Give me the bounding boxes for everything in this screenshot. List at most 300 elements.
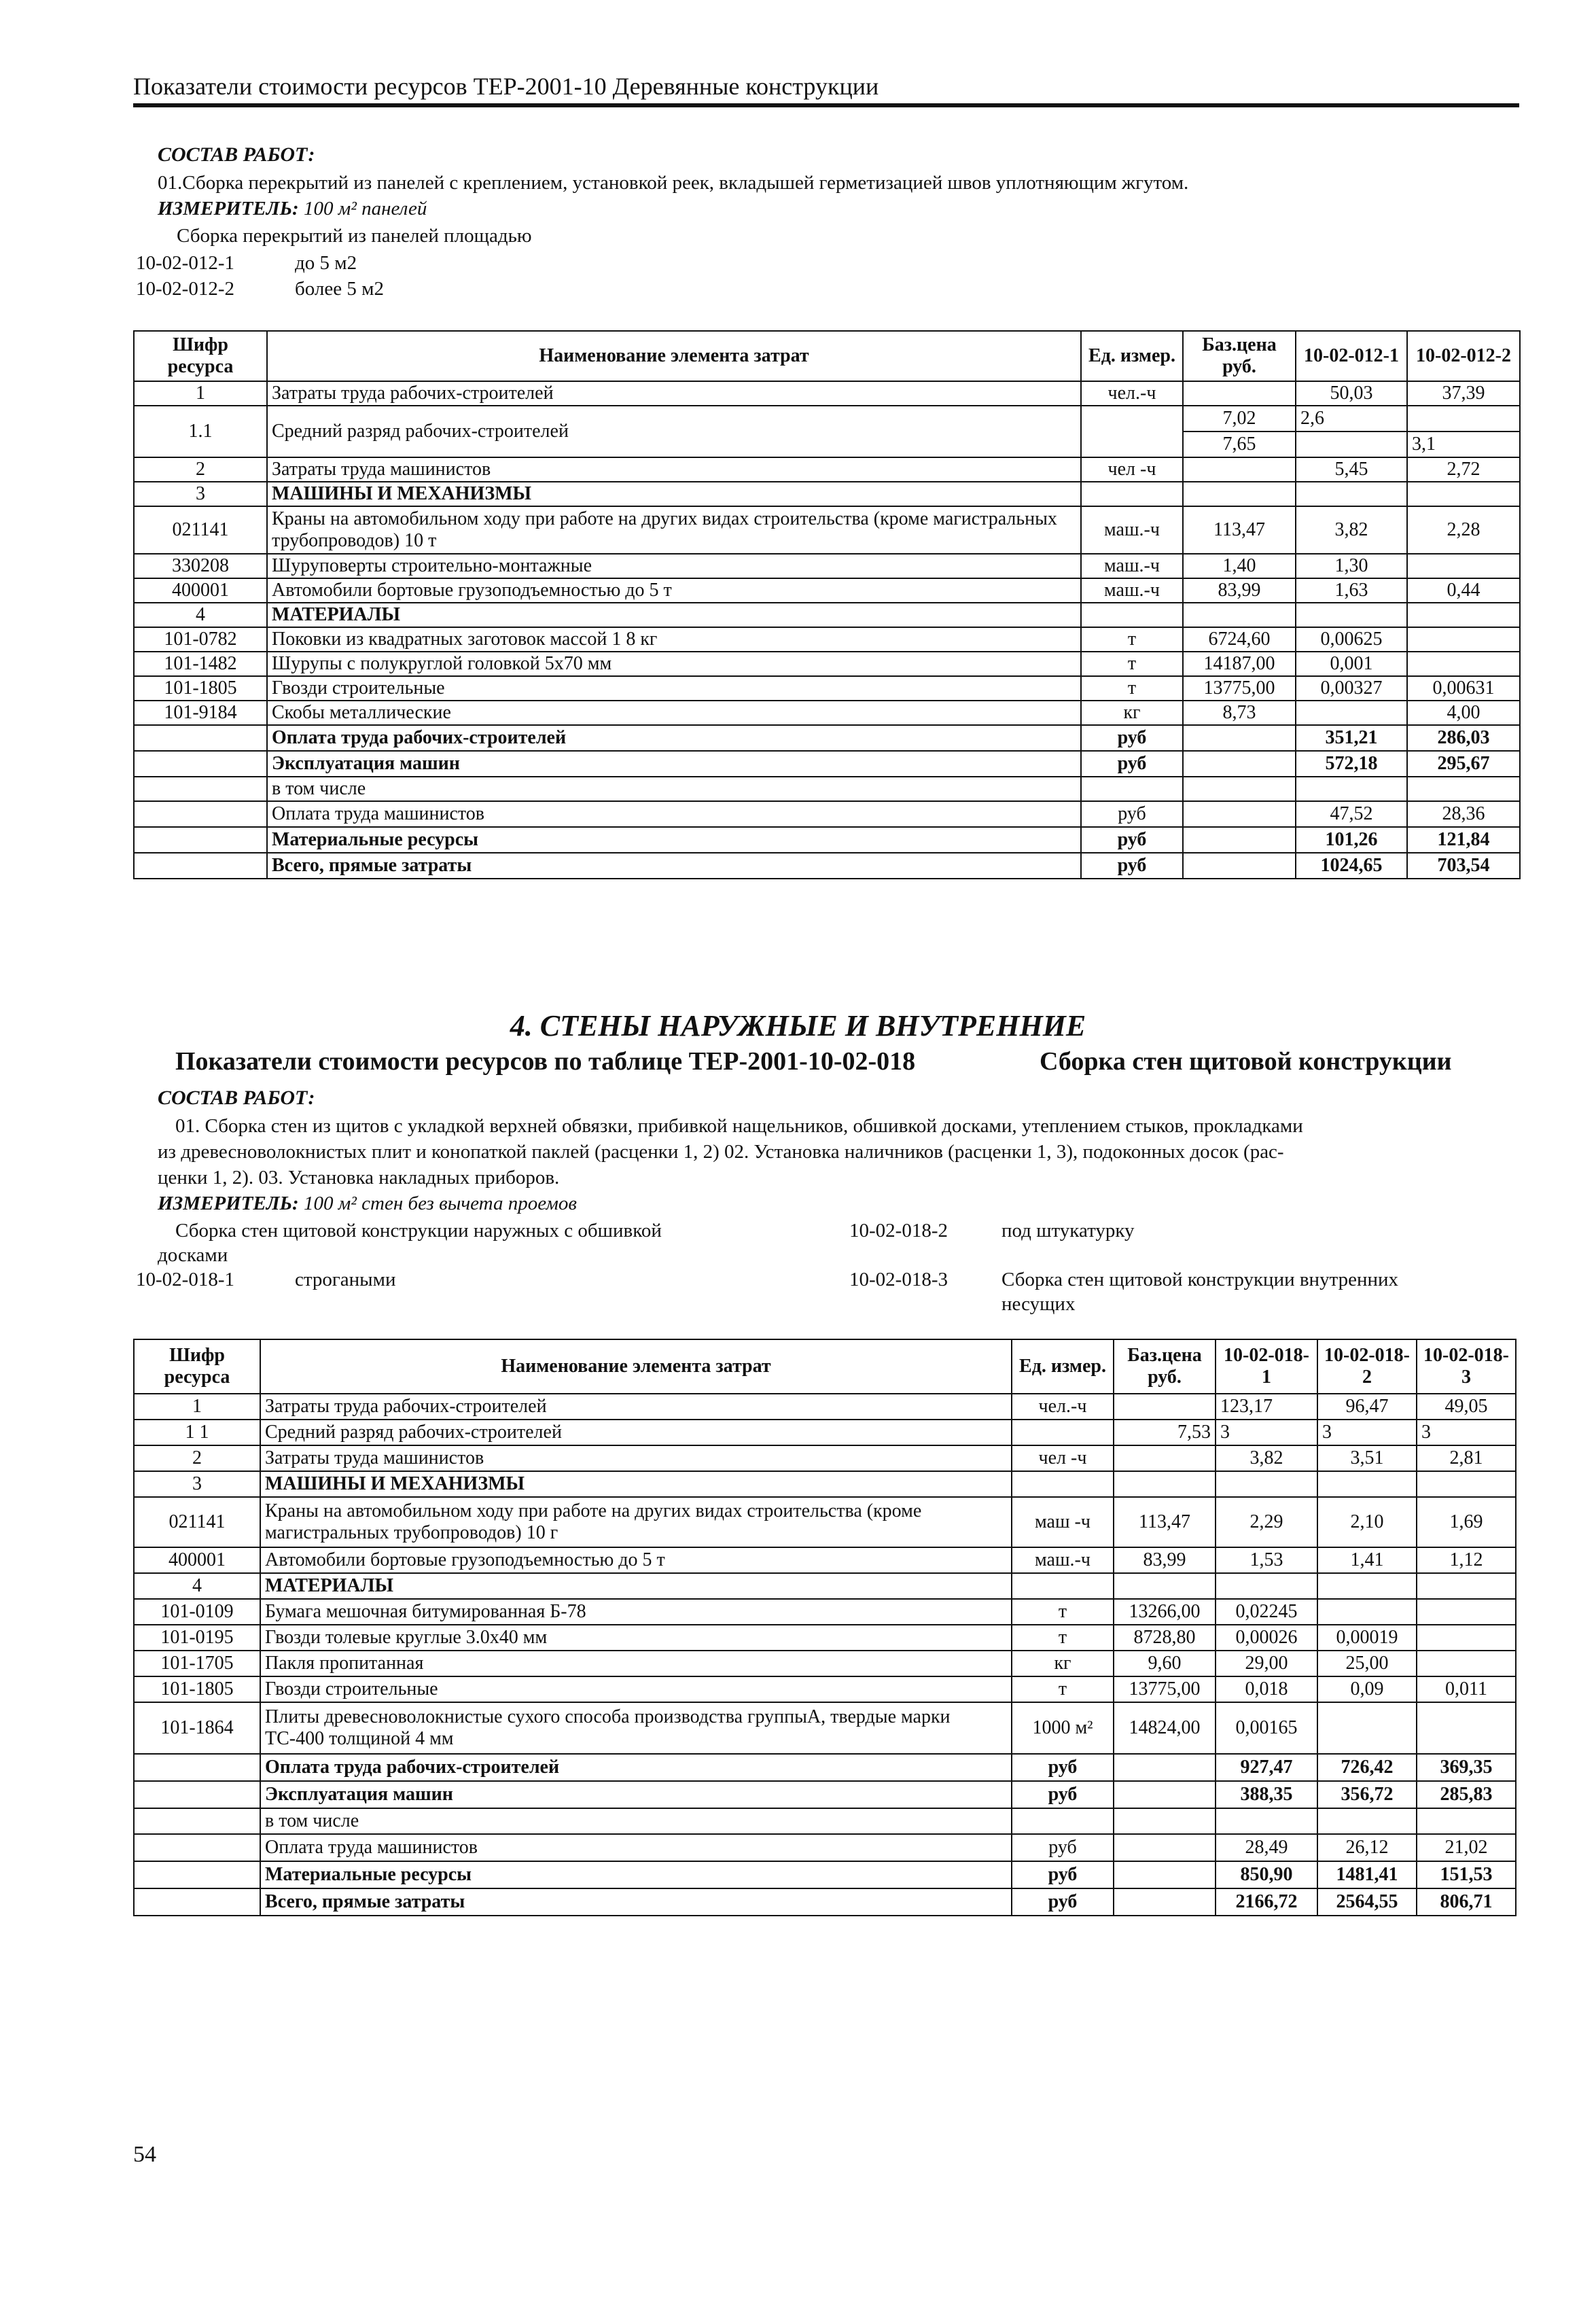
row-price: 13775,00: [1114, 1676, 1216, 1702]
row-name: МАТЕРИАЛЫ: [260, 1573, 1012, 1599]
row-col1: 47,52: [1296, 801, 1407, 827]
row-col3: 1,69: [1417, 1497, 1516, 1547]
code-018-3-text-1: Сборка стен щитовой конструкции внутренних: [1001, 1269, 1399, 1290]
resource-table-1: [133, 330, 1521, 879]
row-price: 13266,00: [1114, 1599, 1216, 1625]
row-price: [1183, 853, 1296, 879]
row-col2: 1481,41: [1317, 1861, 1417, 1888]
row-col1: [1216, 1808, 1317, 1834]
row-code: 330208: [134, 554, 267, 578]
row-unit: [1081, 482, 1183, 506]
row-col2: [1317, 1808, 1417, 1834]
row-unit: руб: [1081, 725, 1183, 751]
table-row: [134, 701, 1520, 725]
header-col3: 10-02-018-3: [1417, 1339, 1516, 1394]
row-col2: 0,09: [1317, 1676, 1417, 1702]
row-price: [1183, 381, 1296, 406]
works-line-2: из древесноволокнистых плит и конопаткой паклей (расценки 1, 2) 02. Установка наличников (расценки 1, 3), подоконных досок (рас-: [158, 1141, 1284, 1163]
row-code: [134, 1754, 260, 1781]
works-line-3: ценки 1, 2). 03. Установка накладных приборов.: [158, 1167, 560, 1189]
row-price: [1183, 457, 1296, 482]
row-name: Средний разряд рабочих-строителей: [267, 406, 1081, 457]
row-col2: 4,00: [1407, 701, 1520, 725]
row-name: Затраты труда машинистов: [260, 1445, 1012, 1471]
row-unit: маш.-ч: [1081, 578, 1183, 603]
row-unit: чел -ч: [1012, 1445, 1114, 1471]
works-label-2: СОСТАВ РАБОТ:: [158, 1087, 315, 1109]
row-col2: 3,1: [1407, 432, 1520, 457]
row-col1: [1296, 701, 1407, 725]
row-code: 1: [134, 1394, 260, 1420]
row-col2: 3,51: [1317, 1445, 1417, 1471]
header-name: Наименование элемента затрат: [267, 331, 1081, 381]
row-unit: руб: [1012, 1754, 1114, 1781]
row-col1: 123,17: [1216, 1394, 1317, 1420]
row-unit: [1012, 1573, 1114, 1599]
row-name: Плиты древесноволокнистые сухого способа производства группыА, твердые марки ТС-400 толщиной 4 мм: [260, 1702, 1012, 1754]
row-unit: т: [1081, 627, 1183, 652]
row-code: 400001: [134, 1547, 260, 1573]
row-name: Затраты труда машинистов: [267, 457, 1081, 482]
table-row: [134, 381, 1520, 406]
row-col2: 703,54: [1407, 853, 1520, 879]
row-col1: 5,45: [1296, 457, 1407, 482]
row-col1: 850,90: [1216, 1861, 1317, 1888]
row-price: [1183, 777, 1296, 801]
row-col2: 0,00019: [1317, 1625, 1417, 1651]
row-price: 1,40: [1183, 554, 1296, 578]
section-subtitle-left: Показатели стоимости ресурсов по таблице ТЕР-2001-10-02-018: [175, 1047, 916, 1076]
row-col1: 28,49: [1216, 1834, 1317, 1861]
table-row: [134, 1651, 1516, 1676]
row-unit: руб: [1012, 1834, 1114, 1861]
header-unit: Ед. измер.: [1012, 1339, 1114, 1394]
row-price: [1114, 1808, 1216, 1834]
table-row: [134, 1702, 1516, 1754]
section-subtitle-right: Сборка стен щитовой конструкции: [1040, 1047, 1452, 1076]
row-unit: [1012, 1808, 1114, 1834]
row-col2: 28,36: [1407, 801, 1520, 827]
table-row: [134, 406, 1520, 432]
row-price: 8728,80: [1114, 1625, 1216, 1651]
row-col2: 2,10: [1317, 1497, 1417, 1547]
row-code: [134, 1808, 260, 1834]
row-price: 7,02: [1183, 406, 1296, 432]
code-1: 10-02-012-1: [136, 252, 234, 274]
row-col1: 3: [1216, 1420, 1317, 1445]
table-header-row: [134, 331, 1520, 381]
row-code: 2: [134, 457, 267, 482]
row-col3: [1417, 1471, 1516, 1497]
row-unit: руб: [1012, 1781, 1114, 1808]
meter-line: [158, 197, 427, 221]
section1-desc: Сборка перекрытий из панелей площадью: [177, 225, 532, 247]
row-code: 1.1: [134, 406, 267, 457]
row-code: 3: [134, 1471, 260, 1497]
row-unit: руб: [1081, 751, 1183, 777]
row-col1: [1296, 603, 1407, 627]
table-header-row: [134, 1339, 1516, 1394]
row-price: 83,99: [1183, 578, 1296, 603]
table-row: [134, 827, 1520, 853]
code-018-2: 10-02-018-2: [849, 1220, 948, 1242]
table-row: [134, 777, 1520, 801]
row-price: 113,47: [1183, 506, 1296, 554]
row-col2: 0,44: [1407, 578, 1520, 603]
row-col3: 3: [1417, 1420, 1516, 1445]
header-col1: 10-02-012-1: [1296, 331, 1407, 381]
row-col1: 927,47: [1216, 1754, 1317, 1781]
table-row: [134, 578, 1520, 603]
row-price: [1183, 827, 1296, 853]
works-line-1: 01. Сборка стен из щитов с укладкой верхней обвязки, прибивкой нащельников, обшивкой досками, утеплением стыков, прокладками: [175, 1115, 1303, 1137]
row-unit: маш.-ч: [1081, 506, 1183, 554]
row-price: 14824,00: [1114, 1702, 1216, 1754]
row-price: 83,99: [1114, 1547, 1216, 1573]
row-unit: [1081, 777, 1183, 801]
row-col2: [1317, 1471, 1417, 1497]
row-col2: [1407, 627, 1520, 652]
row-col1: 1,53: [1216, 1547, 1317, 1573]
row-col1: [1216, 1573, 1317, 1599]
row-unit: т: [1012, 1625, 1114, 1651]
row-code: [134, 751, 267, 777]
row-col1: 0,00327: [1296, 676, 1407, 701]
row-col2: [1407, 603, 1520, 627]
header-col2: 10-02-012-2: [1407, 331, 1520, 381]
table-row: [134, 1676, 1516, 1702]
row-price: 13775,00: [1183, 676, 1296, 701]
row-unit: руб: [1081, 801, 1183, 827]
row-unit: т: [1081, 676, 1183, 701]
row-col2: 2,72: [1407, 457, 1520, 482]
row-unit: руб: [1081, 827, 1183, 853]
row-code: 101-1805: [134, 1676, 260, 1702]
row-price: 113,47: [1114, 1497, 1216, 1547]
row-price: [1114, 1888, 1216, 1916]
row-unit: руб: [1012, 1888, 1114, 1916]
row-price: 7,65: [1183, 432, 1296, 457]
row-col1: 2,29: [1216, 1497, 1317, 1547]
table-row: [134, 603, 1520, 627]
row-col2: [1317, 1599, 1417, 1625]
table-row: [134, 1573, 1516, 1599]
row-col2: 37,39: [1407, 381, 1520, 406]
row-col1: 0,02245: [1216, 1599, 1317, 1625]
row-code: 1: [134, 381, 267, 406]
meter-label: ИЗМЕРИТЕЛЬ:: [158, 198, 299, 219]
row-name: в том числе: [267, 777, 1081, 801]
row-unit: кг: [1012, 1651, 1114, 1676]
header-code: Шифр ресурса: [134, 1339, 260, 1394]
row-name: Всего, прямые затраты: [267, 853, 1081, 879]
row-unit: [1012, 1471, 1114, 1497]
row-col1: 572,18: [1296, 751, 1407, 777]
row-code: [134, 1834, 260, 1861]
table-row: [134, 1625, 1516, 1651]
row-code: [134, 1861, 260, 1888]
row-col1: [1296, 482, 1407, 506]
row-name: Автомобили бортовые грузоподъемностью до 5 т: [260, 1547, 1012, 1573]
row-code: 101-0109: [134, 1599, 260, 1625]
row-unit: маш.-ч: [1012, 1547, 1114, 1573]
row-col1: [1216, 1471, 1317, 1497]
works-label: СОСТАВ РАБОТ:: [158, 143, 315, 166]
row-price: [1114, 1471, 1216, 1497]
row-price: [1183, 603, 1296, 627]
row-col3: 806,71: [1417, 1888, 1516, 1916]
table-row: [134, 652, 1520, 676]
row-price: [1114, 1573, 1216, 1599]
table-row: [134, 1599, 1516, 1625]
row-unit: 1000 м²: [1012, 1702, 1114, 1754]
row-col1: 1,30: [1296, 554, 1407, 578]
row-code: 101-0782: [134, 627, 267, 652]
row-unit: чел.-ч: [1012, 1394, 1114, 1420]
row-col2: [1407, 482, 1520, 506]
section2-desc-2: досками: [158, 1244, 228, 1266]
meter-value: 100 м² панелей: [303, 198, 427, 219]
row-price: 14187,00: [1183, 652, 1296, 676]
row-col2: 26,12: [1317, 1834, 1417, 1861]
row-name: Гвозди строительные: [267, 676, 1081, 701]
row-col2: [1407, 652, 1520, 676]
section2-desc-1: Сборка стен щитовой конструкции наружных с обшивкой: [175, 1220, 662, 1242]
row-name: Оплата труда машинистов: [267, 801, 1081, 827]
row-col1: 1024,65: [1296, 853, 1407, 879]
row-price: [1183, 751, 1296, 777]
row-col1: 2,6: [1296, 406, 1407, 432]
row-name: Эксплуатация машин: [260, 1781, 1012, 1808]
row-col3: 2,81: [1417, 1445, 1516, 1471]
row-code: 021141: [134, 506, 267, 554]
row-code: [134, 853, 267, 879]
row-col1: 101,26: [1296, 827, 1407, 853]
row-col3: [1417, 1599, 1516, 1625]
row-price: [1114, 1834, 1216, 1861]
row-col1: [1296, 432, 1407, 457]
table-row: [134, 506, 1520, 554]
row-col2: 356,72: [1317, 1781, 1417, 1808]
row-name: МАТЕРИАЛЫ: [267, 603, 1081, 627]
row-col2: [1317, 1573, 1417, 1599]
row-name: Поковки из квадратных заготовок массой 1 8 кг: [267, 627, 1081, 652]
row-name: Материальные ресурсы: [260, 1861, 1012, 1888]
table-row: [134, 1497, 1516, 1547]
row-col3: 285,83: [1417, 1781, 1516, 1808]
row-unit: маш -ч: [1012, 1497, 1114, 1547]
row-col3: 151,53: [1417, 1861, 1516, 1888]
table-row: [134, 853, 1520, 879]
header-code: Шифр ресурса: [134, 331, 267, 381]
row-col3: [1417, 1573, 1516, 1599]
table-row: [134, 751, 1520, 777]
row-code: 3: [134, 482, 267, 506]
table-row: [134, 1394, 1516, 1420]
meter-line-2: [158, 1192, 577, 1216]
row-col1: [1296, 777, 1407, 801]
row-col2: 295,67: [1407, 751, 1520, 777]
row-unit: т: [1081, 652, 1183, 676]
row-unit: [1081, 603, 1183, 627]
row-name: Автомобили бортовые грузоподъемностью до 5 т: [267, 578, 1081, 603]
row-col1: 0,00026: [1216, 1625, 1317, 1651]
row-col1: 2166,72: [1216, 1888, 1317, 1916]
row-code: 101-1482: [134, 652, 267, 676]
row-col1: 388,35: [1216, 1781, 1317, 1808]
table-row: [134, 1754, 1516, 1781]
row-name: Скобы металлические: [267, 701, 1081, 725]
row-code: 101-1864: [134, 1702, 260, 1754]
header-col1: 10-02-018-1: [1216, 1339, 1317, 1394]
table-row: [134, 554, 1520, 578]
row-price: [1183, 801, 1296, 827]
row-col1: 29,00: [1216, 1651, 1317, 1676]
row-col2: 3: [1317, 1420, 1417, 1445]
row-code: 1 1: [134, 1420, 260, 1445]
code-1-text: до 5 м2: [295, 252, 357, 274]
row-code: 4: [134, 603, 267, 627]
code-018-3-text-2: несущих: [1001, 1293, 1076, 1315]
table-row: [134, 1471, 1516, 1497]
header-name: Наименование элемента затрат: [260, 1339, 1012, 1394]
row-unit: маш.-ч: [1081, 554, 1183, 578]
row-code: 101-9184: [134, 701, 267, 725]
row-name: Оплата труда машинистов: [260, 1834, 1012, 1861]
row-price: 7,53: [1114, 1420, 1216, 1445]
table-row: [134, 1861, 1516, 1888]
row-price: [1114, 1754, 1216, 1781]
row-col2: 286,03: [1407, 725, 1520, 751]
row-col2: [1317, 1702, 1417, 1754]
table-row: [134, 801, 1520, 827]
row-name: МАШИНЫ И МЕХАНИЗМЫ: [267, 482, 1081, 506]
row-col3: [1417, 1702, 1516, 1754]
table-row: [134, 725, 1520, 751]
table-row: [134, 1445, 1516, 1471]
row-code: 101-0195: [134, 1625, 260, 1651]
row-code: 4: [134, 1573, 260, 1599]
row-code: 400001: [134, 578, 267, 603]
row-price: [1183, 725, 1296, 751]
table-row: [134, 1781, 1516, 1808]
row-name: Средний разряд рабочих-строителей: [260, 1420, 1012, 1445]
table-row: [134, 1420, 1516, 1445]
row-col2: 726,42: [1317, 1754, 1417, 1781]
header-rule: [133, 103, 1519, 107]
row-unit: т: [1012, 1676, 1114, 1702]
meter-label-2: ИЗМЕРИТЕЛЬ:: [158, 1193, 299, 1214]
row-unit: чел.-ч: [1081, 381, 1183, 406]
row-col1: 0,001: [1296, 652, 1407, 676]
row-code: [134, 777, 267, 801]
row-unit: кг: [1081, 701, 1183, 725]
row-name: Шурупы с полукруглой головкой 5х70 мм: [267, 652, 1081, 676]
header-price: Баз.цена руб.: [1183, 331, 1296, 381]
table-row: [134, 482, 1520, 506]
header-unit: Ед. измер.: [1081, 331, 1183, 381]
row-name: Эксплуатация машин: [267, 751, 1081, 777]
row-col1: 0,00625: [1296, 627, 1407, 652]
row-price: 8,73: [1183, 701, 1296, 725]
row-code: [134, 725, 267, 751]
row-col2: 96,47: [1317, 1394, 1417, 1420]
row-col2: 1,41: [1317, 1547, 1417, 1573]
row-col1: 50,03: [1296, 381, 1407, 406]
header-col2: 10-02-018-2: [1317, 1339, 1417, 1394]
row-price: 6724,60: [1183, 627, 1296, 652]
row-col1: 0,018: [1216, 1676, 1317, 1702]
row-col2: [1407, 554, 1520, 578]
row-name: Пакля пропитанная: [260, 1651, 1012, 1676]
row-col2: 121,84: [1407, 827, 1520, 853]
row-col2: 25,00: [1317, 1651, 1417, 1676]
row-price: [1183, 482, 1296, 506]
row-col3: [1417, 1651, 1516, 1676]
row-col3: 49,05: [1417, 1394, 1516, 1420]
code-018-2-text: под штукатурку: [1001, 1220, 1135, 1242]
page-number: 54: [133, 2142, 156, 2167]
row-name: МАШИНЫ И МЕХАНИЗМЫ: [260, 1471, 1012, 1497]
row-unit: руб: [1012, 1861, 1114, 1888]
row-price: [1114, 1394, 1216, 1420]
row-col3: [1417, 1808, 1516, 1834]
row-name: Гвозди толевые круглые 3.0х40 мм: [260, 1625, 1012, 1651]
row-code: [134, 1888, 260, 1916]
table-row: [134, 1808, 1516, 1834]
row-col1: 1,63: [1296, 578, 1407, 603]
row-name: Краны на автомобильном ходу при работе на других видах строительства (кроме магистральных трубопроводов) 10 т: [267, 506, 1081, 554]
row-name: в том числе: [260, 1808, 1012, 1834]
row-name: Затраты труда рабочих-строителей: [260, 1394, 1012, 1420]
table-row: [134, 1547, 1516, 1573]
row-col3: 1,12: [1417, 1547, 1516, 1573]
table-row: [134, 457, 1520, 482]
row-col3: 0,011: [1417, 1676, 1516, 1702]
row-unit: [1012, 1420, 1114, 1445]
code-018-1: 10-02-018-1: [136, 1269, 234, 1290]
works-text: 01.Сборка перекрытий из панелей с креплением, установкой реек, вкладышей герметизацией швов уплотняющим жгутом.: [158, 172, 1189, 194]
code-2-text: более 5 м2: [295, 278, 384, 300]
row-col3: [1417, 1625, 1516, 1651]
row-unit: т: [1012, 1599, 1114, 1625]
row-name: Оплата труда рабочих-строителей: [267, 725, 1081, 751]
row-price: [1114, 1781, 1216, 1808]
code-018-3: 10-02-018-3: [849, 1269, 948, 1290]
row-col3: 21,02: [1417, 1834, 1516, 1861]
row-price: 9,60: [1114, 1651, 1216, 1676]
row-name: Гвозди строительные: [260, 1676, 1012, 1702]
code-018-1-text: строгаными: [295, 1269, 396, 1290]
row-col1: 3,82: [1296, 506, 1407, 554]
row-name: Бумага мешочная битумированная Б-78: [260, 1599, 1012, 1625]
table-row: [134, 627, 1520, 652]
row-code: 2: [134, 1445, 260, 1471]
row-code: [134, 801, 267, 827]
row-price: [1114, 1445, 1216, 1471]
row-code: 101-1705: [134, 1651, 260, 1676]
meter-value-2: 100 м² стен без вычета проемов: [303, 1193, 577, 1214]
row-col1: 351,21: [1296, 725, 1407, 751]
row-unit: [1081, 406, 1183, 457]
row-col2: [1407, 406, 1520, 432]
table-row: [134, 676, 1520, 701]
table-row: [134, 1888, 1516, 1916]
row-col2: 2564,55: [1317, 1888, 1417, 1916]
row-code: [134, 827, 267, 853]
row-col2: 0,00631: [1407, 676, 1520, 701]
row-price: [1114, 1861, 1216, 1888]
